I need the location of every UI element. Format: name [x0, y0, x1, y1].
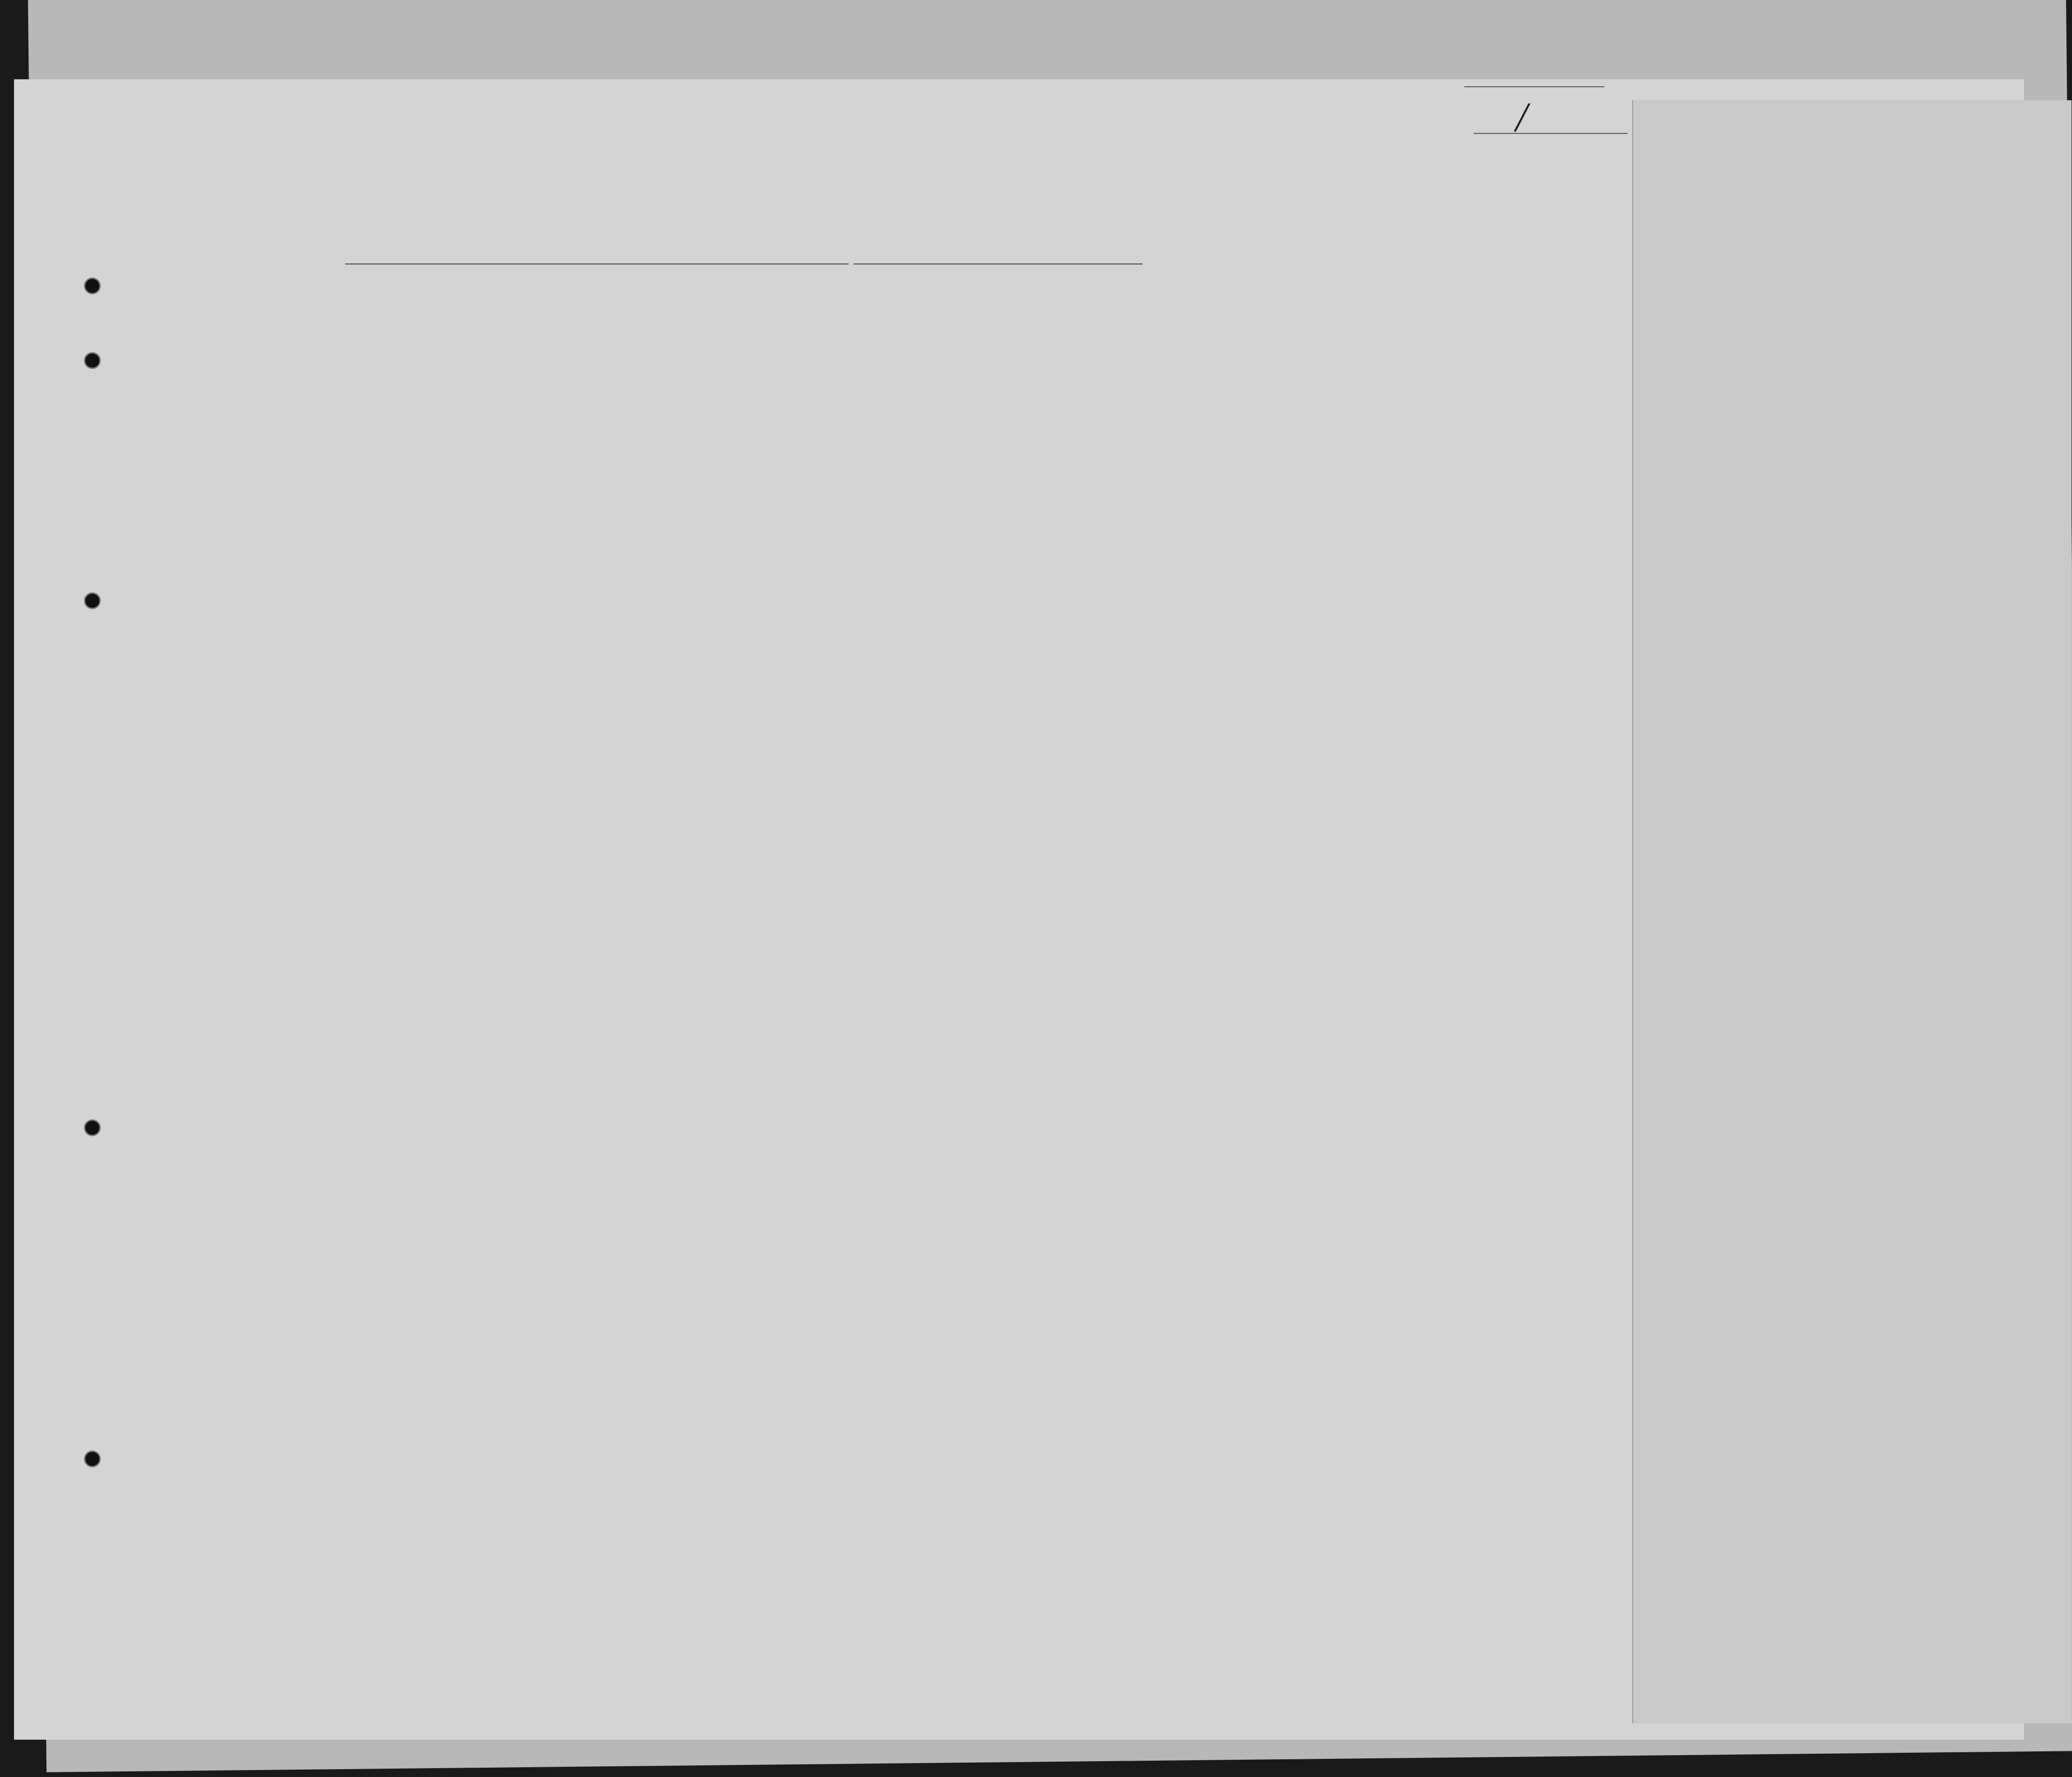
list-handwritten-mark: / [1516, 94, 1528, 140]
list-underline [1474, 133, 1628, 134]
punch-hole [84, 592, 101, 609]
punch-hole [84, 278, 101, 294]
punch-hole [84, 1451, 101, 1467]
punch-hole [84, 1119, 101, 1136]
visa-strip [1632, 100, 2072, 1723]
punch-hole [84, 352, 101, 369]
list-label-top [1380, 65, 1422, 88]
list-underline [1464, 86, 1604, 87]
